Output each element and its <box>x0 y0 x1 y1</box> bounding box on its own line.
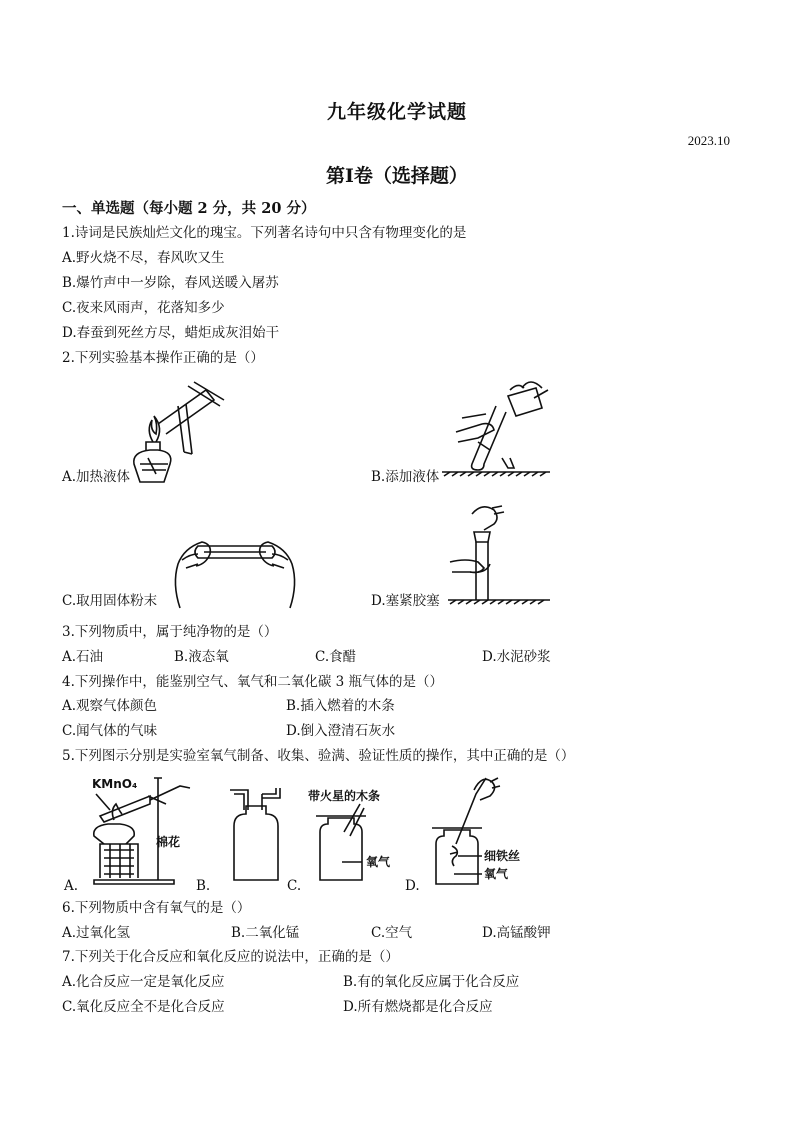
oxygen-test-splint <box>306 784 406 884</box>
q7-option-d: D.所有燃烧都是化合反应 <box>343 999 493 1015</box>
q6-option-c: C.空气 <box>371 925 413 941</box>
q5-option-b: B. <box>196 878 211 894</box>
q6-option-b: B.二氧化锰 <box>231 925 300 941</box>
kmno4-heating-apparatus <box>86 774 196 886</box>
q1-option-b: B.爆竹声中一岁除，春风送暖入屠苏 <box>62 275 279 291</box>
q2-option-d: D.塞紧胶塞 <box>371 593 440 609</box>
oxygen-label-d: 氧气 <box>484 867 509 881</box>
q6-stem: 6.下列物质中含有氧气的是（） <box>62 900 251 916</box>
q1-stem: 1.诗词是民族灿烂文化的瑰宝。下列著名诗句中只含有物理变化的是 <box>62 225 467 241</box>
q5-stem: 5.下列图示分别是实验室氧气制备、收集、验满、验证性质的操作，其中正确的是（） <box>62 748 575 764</box>
q4-option-c: C.闻气体的气味 <box>62 723 158 739</box>
q2-option-a: A.加热液体 <box>62 469 131 485</box>
q7-option-c: C.氧化反应全不是化合反应 <box>62 999 225 1015</box>
q5-option-a: A. <box>64 878 79 894</box>
exam-date: 2023.10 <box>687 133 730 148</box>
q1-option-c: C.夜来风雨声，花落知多少 <box>62 300 225 316</box>
kmno4-label: KMnO₄ <box>92 777 138 791</box>
q3-option-b: B.液态氧 <box>174 649 229 665</box>
q5-option-c: C. <box>287 878 302 894</box>
q2-option-b: B.添加液体 <box>371 469 440 485</box>
oxygen-label-c: 氧气 <box>366 855 391 869</box>
q7-option-b: B.有的氧化反应属于化合反应 <box>343 974 520 990</box>
q6-option-d: D.高锰酸钾 <box>482 925 551 941</box>
iron-wire-burning <box>430 774 540 886</box>
q4-option-a: A.观察气体颜色 <box>62 698 158 714</box>
q3-stem: 3.下列物质中，属于纯净物的是（） <box>62 624 278 640</box>
q2-option-c: C.取用固体粉末 <box>62 593 158 609</box>
part-heading: 一、单选题（每小题 2 分，共 20 分） <box>62 200 316 217</box>
adding-liquid-illustration <box>438 378 550 476</box>
exam-title: 九年级化学试题 <box>326 101 467 123</box>
taking-powder-illustration <box>168 524 302 608</box>
q4-option-b: B.插入燃着的木条 <box>286 698 395 714</box>
heating-liquid-illustration <box>128 378 224 482</box>
q4-stem: 4.下列操作中，能鉴别空气、氧气和二氧化碳 3 瓶气体的是（） <box>62 674 444 690</box>
q4-option-d: D.倒入澄清石灰水 <box>286 723 396 739</box>
q6-option-a: A.过氧化氢 <box>62 925 131 941</box>
gas-collection-bottle <box>228 786 284 882</box>
cotton-label: 棉花 <box>156 835 181 849</box>
iron-wire-label: 细铁丝 <box>484 849 521 863</box>
q3-option-c: C.食醋 <box>315 649 357 665</box>
q1-option-d: D.春蚕到死丝方尽，蜡炬成灰泪始干 <box>62 325 280 341</box>
q5-option-d: D. <box>405 878 420 894</box>
inserting-stopper-illustration <box>446 502 550 604</box>
section-title: 第Ⅰ卷（选择题） <box>326 165 468 187</box>
splint-label: 带火星的木条 <box>308 789 381 803</box>
q2-stem: 2.下列实验基本操作正确的是（） <box>62 350 264 366</box>
q1-option-a: A.野火烧不尽，春风吹又生 <box>62 250 225 266</box>
q3-option-d: D.水泥砂浆 <box>482 649 551 665</box>
q3-option-a: A.石油 <box>62 649 104 665</box>
q7-stem: 7.下列关于化合反应和氧化反应的说法中，正确的是（） <box>62 949 399 965</box>
q7-option-a: A.化合反应一定是氧化反应 <box>62 974 225 990</box>
